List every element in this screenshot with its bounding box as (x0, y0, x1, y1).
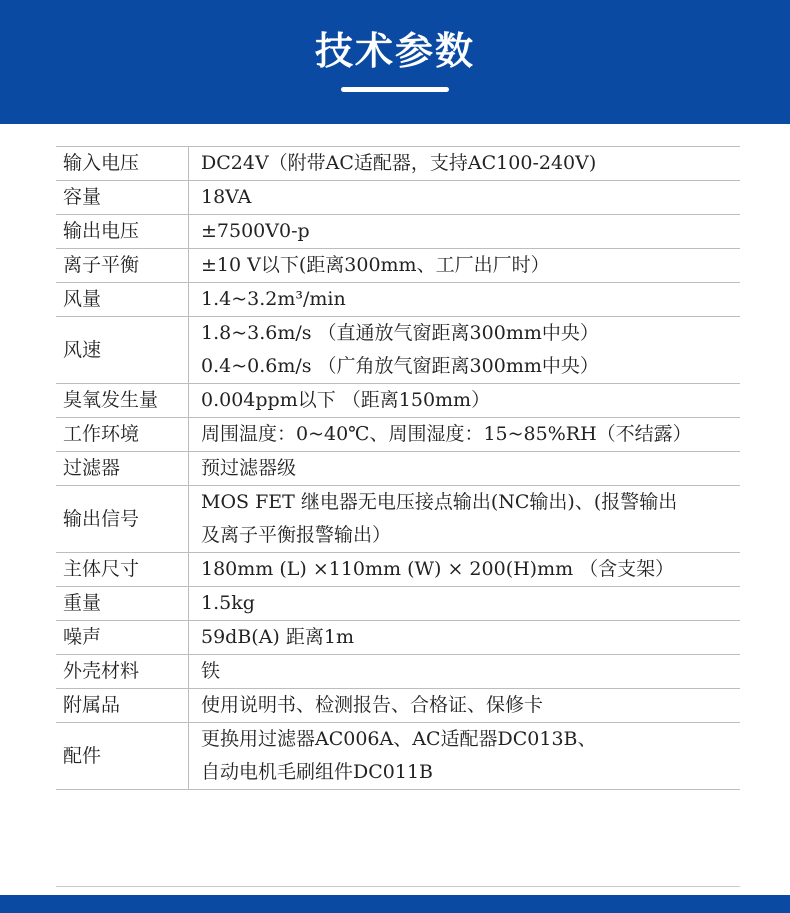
spec-value (189, 418, 741, 452)
spec-row (56, 181, 740, 215)
spec-label: 离子平衡 (56, 249, 189, 283)
spec-value (189, 181, 741, 215)
spec-row (56, 249, 740, 283)
spec-label: 重量 (56, 587, 189, 621)
spec-value-line: 及离子平衡报警输出） (201, 524, 392, 546)
spec-value-line: 1.8~3.6m/s （直通放气窗距离300mm中央） (201, 322, 599, 344)
spec-value (189, 689, 741, 723)
spec-label: 风速 (56, 317, 189, 384)
spec-value (189, 587, 741, 621)
spec-value (189, 215, 741, 249)
spec-value-line: 铁 (201, 660, 221, 682)
spec-value-line: ±7500V0-p (201, 220, 310, 242)
spec-label: 配件 (56, 723, 189, 790)
spec-value (189, 723, 741, 790)
bottom-divider (56, 886, 740, 887)
spec-label: 外壳材料 (56, 655, 189, 689)
spec-label: 附属品 (56, 689, 189, 723)
spec-value-line: 1.4~3.2m³/min (201, 288, 346, 310)
spec-label: 输出电压 (56, 215, 189, 249)
spec-label: 容量 (56, 181, 189, 215)
spec-value (189, 486, 741, 553)
spec-row (56, 147, 740, 181)
spec-value (189, 384, 741, 418)
spec-value-line: 180mm (L) ×110mm (W) × 200(H)mm （含支架） (201, 558, 675, 580)
spec-row (56, 317, 740, 384)
spec-value-line: 0.004ppm以下 （距离150mm） (201, 389, 491, 411)
spec-row (56, 553, 740, 587)
spec-label: 风量 (56, 283, 189, 317)
spec-value-line: ±10 V以下(距离300mm、工厂出厂时） (201, 254, 550, 276)
footer-bar (0, 895, 790, 913)
spec-value (189, 655, 741, 689)
spec-value (189, 452, 741, 486)
spec-label: 过滤器 (56, 452, 189, 486)
spec-value-line: DC24V（附带AC适配器，支持AC100-240V) (201, 152, 597, 174)
spec-row (56, 452, 740, 486)
page-title: 技术参数 (314, 29, 475, 73)
spec-row (56, 486, 740, 553)
spec-value (189, 249, 741, 283)
spec-row (56, 655, 740, 689)
spec-value (189, 283, 741, 317)
spec-value (189, 621, 741, 655)
spec-row (56, 723, 740, 790)
spec-label: 主体尺寸 (56, 553, 189, 587)
spec-row (56, 689, 740, 723)
spec-row (56, 621, 740, 655)
spec-value-line: 自动电机毛刷组件DC011B (201, 761, 433, 783)
spec-table (56, 146, 740, 790)
spec-value-line: MOS FET 继电器无电压接点输出(NC输出)、(报警输出 (201, 491, 678, 513)
spec-value-line: 预过滤器级 (201, 457, 297, 479)
spec-value-line: 使用说明书、检测报告、合格证、保修卡 (201, 694, 544, 716)
spec-value-line: 59dB(A) 距离1m (201, 626, 354, 648)
spec-label: 臭氧发生量 (56, 384, 189, 418)
spec-table-body (56, 147, 740, 790)
spec-value-line: 1.5kg (201, 592, 255, 614)
spec-row (56, 283, 740, 317)
spec-row (56, 384, 740, 418)
spec-value (189, 317, 741, 384)
spec-row (56, 215, 740, 249)
spec-value (189, 147, 741, 181)
spec-row (56, 418, 740, 452)
spec-value (189, 553, 741, 587)
spec-value-line: 周围温度：0~40℃、周围湿度：15~85%RH（不结露） (201, 423, 692, 445)
spec-label: 输入电压 (56, 147, 189, 181)
title-underline (341, 87, 449, 92)
spec-value-line: 18VA (201, 186, 252, 208)
spec-label: 噪声 (56, 621, 189, 655)
spec-label: 工作环境 (56, 418, 189, 452)
spec-label: 输出信号 (56, 486, 189, 553)
spec-row (56, 587, 740, 621)
spec-value-line: 0.4~0.6m/s （广角放气窗距离300mm中央） (201, 355, 599, 377)
header-banner (0, 0, 790, 124)
spec-value-line: 更换用过滤器AC006A、AC适配器DC013B、 (201, 728, 597, 750)
